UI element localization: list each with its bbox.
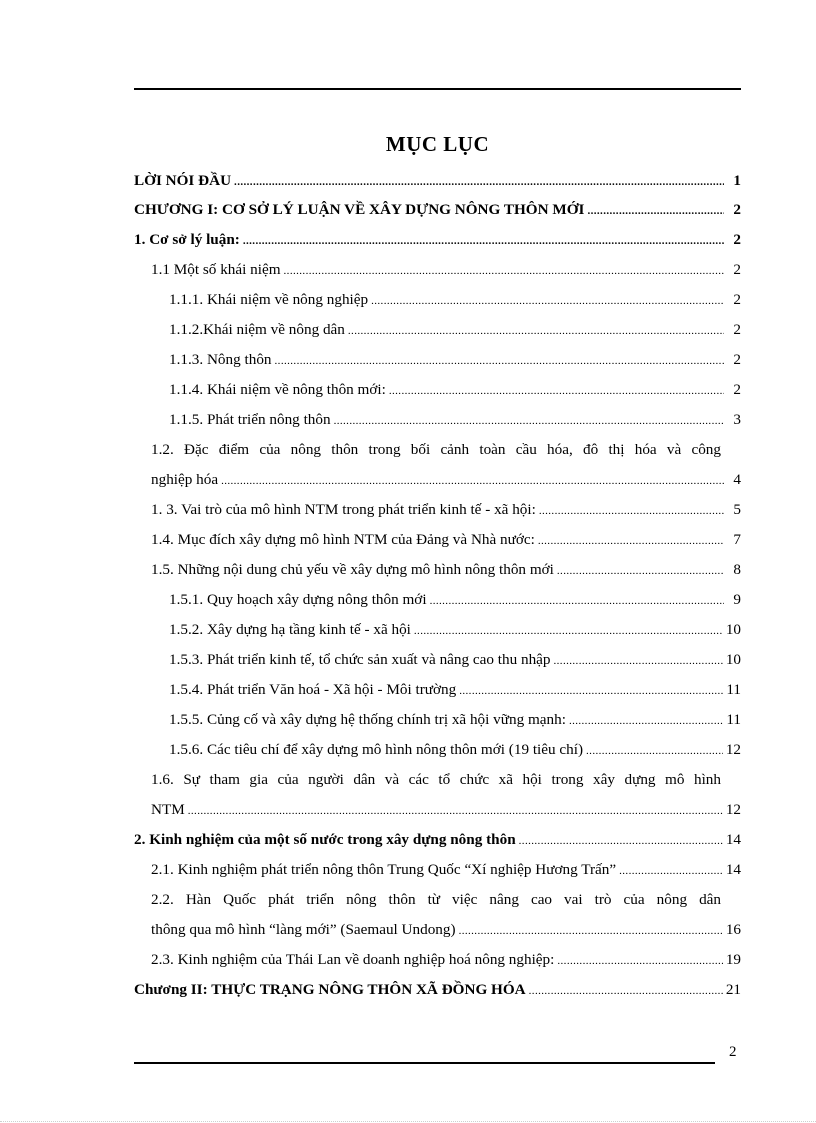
toc-entry[interactable]: 1.5. Những nội dung chủ yếu về xây dựng mô hình nông thôn mới ..... 8 [151, 559, 741, 581]
toc-entry[interactable]: 1.5.2. Xây dựng hạ tầng kinh tế - xã hội ..... 10 [169, 619, 741, 641]
toc-entry[interactable]: 1.5.4. Phát triển Văn hoá - Xã hội - Môi trường ..... 11 [169, 679, 741, 701]
toc-entry-line1: 1.2. Đặc điểm của nông thôn trong bối cảnh toàn cầu hóa, đô thị hóa và công [151, 441, 721, 458]
toc-entry-line1: 1.6. Sự tham gia của người dân và các tổ chức xã hội trong xây dựng mô hình [151, 771, 721, 788]
toc-entry[interactable]: CHƯƠNG I: CƠ SỞ LÝ LUẬN VỀ XÂY DỰNG NÔNG THÔN MỚI ..... 2 [134, 199, 741, 221]
toc-entry[interactable]: 1.1.3. Nông thôn ..... 2 [169, 349, 741, 371]
toc-entry[interactable]: nghiệp hóa ..... 4 [151, 469, 741, 491]
toc-entry[interactable]: 1.1.2.Khái niệm về nông dân ..... 2 [169, 319, 741, 341]
toc-entry[interactable]: 2.3. Kinh nghiệm của Thái Lan về doanh nghiệp hoá nông nghiệp: ..... 19 [151, 949, 741, 971]
header-rule [134, 88, 741, 90]
toc-entry[interactable]: thông qua mô hình “làng mới” (Saemaul Undong) ..... 16 [151, 919, 741, 941]
toc-entry[interactable]: 2. Kinh nghiệm của một số nước trong xây dựng nông thôn ..... 14 [134, 829, 741, 851]
page-number: 2 [729, 1044, 737, 1060]
footer-rule [134, 1062, 715, 1064]
toc-entry[interactable]: 1.1 Một số khái niệm ..... 2 [151, 259, 741, 281]
toc-entry-line1: 2.2. Hàn Quốc phát triển nông thôn từ việc nâng cao vai trò của nông dân [151, 891, 721, 908]
page-title: MỤC LỤC [385, 132, 490, 156]
page-edge-divider [0, 1121, 816, 1122]
toc-entry[interactable]: 1.1.5. Phát triển nông thôn ..... 3 [169, 409, 741, 431]
toc-entry[interactable]: 1. Cơ sở lý luận: ..... 2 [134, 229, 741, 251]
toc-entry[interactable]: NTM ..... 12 [151, 799, 741, 821]
toc-entry[interactable]: 1.4. Mục đích xây dựng mô hình NTM của Đảng và Nhà nước: ..... 7 [151, 529, 741, 551]
toc-entry[interactable]: 1. 3. Vai trò của mô hình NTM trong phát triển kinh tế - xã hội: ..... 5 [151, 499, 741, 521]
toc-entry[interactable]: Chương II: THỰC TRẠNG NÔNG THÔN XÃ ĐỒNG HÓA ..... 21 [134, 979, 741, 1001]
toc-entry[interactable]: LỜI NÓI ĐẦU ..... 1 [134, 170, 741, 192]
toc-entry[interactable]: 1.1.4. Khái niệm về nông thôn mới: ..... 2 [169, 379, 741, 401]
toc-entry[interactable]: 1.5.1. Quy hoạch xây dựng nông thôn mới ..... 9 [169, 589, 741, 611]
toc-entry[interactable]: 1.5.5. Củng cố và xây dựng hệ thống chính trị xã hội vững mạnh: ..... 11 [169, 709, 741, 731]
toc-entry[interactable]: 1.1.1. Khái niệm về nông nghiệp ..... 2 [169, 289, 741, 311]
toc-entry[interactable]: 1.5.3. Phát triển kinh tế, tổ chức sản xuất và nâng cao thu nhập ..... 10 [169, 649, 741, 671]
toc-entry[interactable]: 1.5.6. Các tiêu chí để xây dựng mô hình nông thôn mới (19 tiêu chí) ..... 12 [169, 739, 741, 761]
toc-entry[interactable]: 2.1. Kinh nghiệm phát triển nông thôn Trung Quốc “Xí nghiệp Hương Trấn” ..... 14 [151, 859, 741, 881]
